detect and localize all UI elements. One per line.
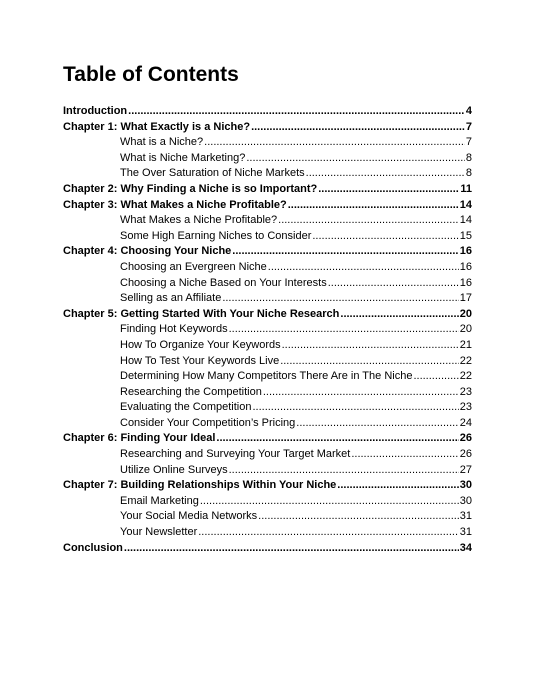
toc-page-number: 11 (460, 182, 472, 195)
toc-entry-label: The Over Saturation of Niche Markets (120, 167, 305, 180)
toc-page-number: 14 (459, 198, 472, 211)
toc-dot-leader (198, 525, 459, 541)
toc-page-number: 31 (459, 526, 472, 539)
toc-page-number: 7 (465, 136, 472, 149)
toc-entry-label: Choosing an Evergreen Niche (120, 260, 267, 273)
toc-entry-label: Chapter 4: Choosing Your Niche (63, 245, 232, 258)
toc-entry-label: Finding Hot Keywords (120, 323, 228, 336)
toc-page-number: 4 (465, 105, 472, 117)
toc-section-entry[interactable] (63, 151, 472, 167)
toc-dot-leader (318, 182, 459, 198)
toc-page-number: 16 (459, 245, 472, 258)
toc-chapter-entry[interactable] (63, 104, 472, 120)
toc-dot-leader (222, 291, 458, 307)
toc-entry-label: Chapter 7: Building Relationships Within Your Niche (63, 479, 337, 492)
toc-chapter-entry[interactable] (63, 244, 472, 260)
toc-section-entry[interactable] (63, 463, 472, 479)
toc-dot-leader (232, 244, 458, 260)
toc-entry-label: Utilize Online Surveys (120, 463, 228, 476)
toc-page-number: 22 (459, 370, 472, 383)
toc-entry-label: Chapter 1: What Exactly is a Niche? (63, 120, 251, 133)
toc-dot-leader (288, 198, 459, 214)
toc-dot-leader (328, 276, 459, 292)
toc-dot-leader (296, 416, 458, 432)
toc-section-entry[interactable] (63, 166, 472, 182)
toc-entry-label: What is a Niche? (120, 136, 204, 149)
toc-section-entry[interactable] (63, 276, 472, 292)
toc-page-number: 31 (459, 510, 472, 523)
toc-dot-leader (258, 509, 459, 525)
toc-section-entry[interactable] (63, 494, 472, 510)
toc-section-entry[interactable] (63, 229, 472, 245)
toc-page-number: 26 (459, 432, 472, 445)
toc-dot-leader (278, 213, 459, 229)
toc-section-entry[interactable] (63, 260, 472, 276)
toc-entry-label: Researching and Surveying Your Target Market (120, 448, 351, 461)
toc-chapter-entry[interactable] (63, 541, 472, 557)
toc-section-entry[interactable] (63, 525, 472, 541)
toc-section-entry[interactable] (63, 385, 472, 401)
toc-page-number: 27 (459, 463, 472, 476)
toc-dot-leader (251, 120, 465, 136)
toc-page-number: 23 (459, 401, 472, 414)
toc-dot-leader (229, 322, 459, 338)
toc-entry-label: What is Niche Marketing? (120, 151, 246, 164)
toc-chapter-entry[interactable] (63, 120, 472, 136)
toc-section-entry[interactable] (63, 291, 472, 307)
toc-page-number: 30 (459, 479, 472, 492)
toc-page-number: 22 (459, 354, 472, 367)
toc-section-entry[interactable] (63, 135, 472, 151)
toc-section-entry[interactable] (63, 447, 472, 463)
toc-page-number: 16 (459, 276, 472, 289)
toc-entry-label: Introduction (63, 105, 128, 117)
toc-section-entry[interactable] (63, 354, 472, 370)
toc-dot-leader (413, 369, 458, 385)
toc-page-number: 34 (459, 541, 472, 554)
toc-entry-label: Email Marketing (120, 494, 199, 507)
toc-section-entry[interactable] (63, 400, 472, 416)
toc-chapter-entry[interactable] (63, 478, 472, 494)
toc-entry-label: Researching the Competition (120, 385, 262, 398)
toc-entry-label: Chapter 3: What Makes a Niche Profitable? (63, 198, 287, 211)
toc-chapter-entry[interactable] (63, 307, 472, 323)
toc-entry-label: Evaluating the Competition (120, 401, 252, 414)
toc-entry-label: How To Test Your Keywords Live (120, 354, 280, 367)
toc-dot-leader (128, 104, 465, 120)
toc-entry-label: Chapter 2: Why Finding a Niche is so Important? (63, 182, 318, 195)
toc-page-number: 24 (459, 416, 472, 429)
toc-dot-leader (280, 354, 459, 370)
toc-entry-label: Your Social Media Networks (120, 510, 258, 523)
toc-page-number: 7 (465, 120, 472, 133)
toc-entry-label: Conclusion (63, 541, 123, 554)
toc-dot-leader (124, 541, 459, 557)
toc-entry-label: Consider Your Competition’s Pricing (120, 416, 296, 429)
toc-dot-leader (216, 431, 458, 447)
toc-section-entry[interactable] (63, 213, 472, 229)
toc-page-number: 23 (459, 385, 472, 398)
toc-dot-leader (229, 463, 459, 479)
toc-page-number: 8 (465, 151, 472, 164)
toc-section-entry[interactable] (63, 338, 472, 354)
toc-page-number: 20 (459, 323, 472, 336)
toc-entry-label: Choosing a Niche Based on Your Interests (120, 276, 327, 289)
toc-dot-leader (252, 400, 458, 416)
toc-page-number: 15 (459, 229, 472, 242)
toc-page-number: 30 (459, 494, 472, 507)
toc-page-number: 16 (459, 260, 472, 273)
toc-section-entry[interactable] (63, 416, 472, 432)
toc-entry-label: How To Organize Your Keywords (120, 338, 281, 351)
toc-chapter-entry[interactable] (63, 198, 472, 214)
toc-dot-leader (337, 478, 458, 494)
toc-entry-label: Selling as an Affiliate (120, 292, 222, 305)
toc-chapter-entry[interactable] (63, 431, 472, 447)
toc-entry-label: Chapter 6: Finding Your Ideal (63, 432, 216, 445)
toc-dot-leader (282, 338, 459, 354)
toc-dot-leader (351, 447, 458, 463)
toc-entry-label: Some High Earning Niches to Consider (120, 229, 312, 242)
toc-dot-leader (306, 166, 465, 182)
toc-page-number: 14 (459, 214, 472, 227)
toc-page-number: 8 (465, 167, 472, 180)
toc-page-number: 26 (459, 448, 472, 461)
toc-section-entry[interactable] (63, 509, 472, 525)
toc-section-entry[interactable] (63, 322, 472, 338)
toc-entry-label: Your Newsletter (120, 526, 198, 539)
toc-page-number: 17 (459, 292, 472, 305)
toc-entry-label: What Makes a Niche Profitable? (120, 214, 278, 227)
toc-dot-leader (268, 260, 459, 276)
toc-page-number: 20 (459, 307, 472, 320)
table-of-contents (63, 104, 472, 556)
toc-dot-leader (246, 151, 465, 167)
toc-dot-leader (204, 135, 465, 151)
toc-dot-leader (263, 385, 459, 401)
page-title: Table of Contents (63, 63, 239, 86)
toc-dot-leader (200, 494, 459, 510)
toc-dot-leader (340, 307, 458, 323)
toc-entry-label: Determining How Many Competitors There Are in The Niche (120, 370, 413, 383)
toc-dot-leader (312, 229, 458, 245)
toc-chapter-entry[interactable] (63, 182, 472, 198)
toc-page-number: 21 (459, 338, 472, 351)
toc-entry-label: Chapter 5: Getting Started With Your Niche Research (63, 307, 340, 320)
toc-section-entry[interactable] (63, 369, 472, 385)
